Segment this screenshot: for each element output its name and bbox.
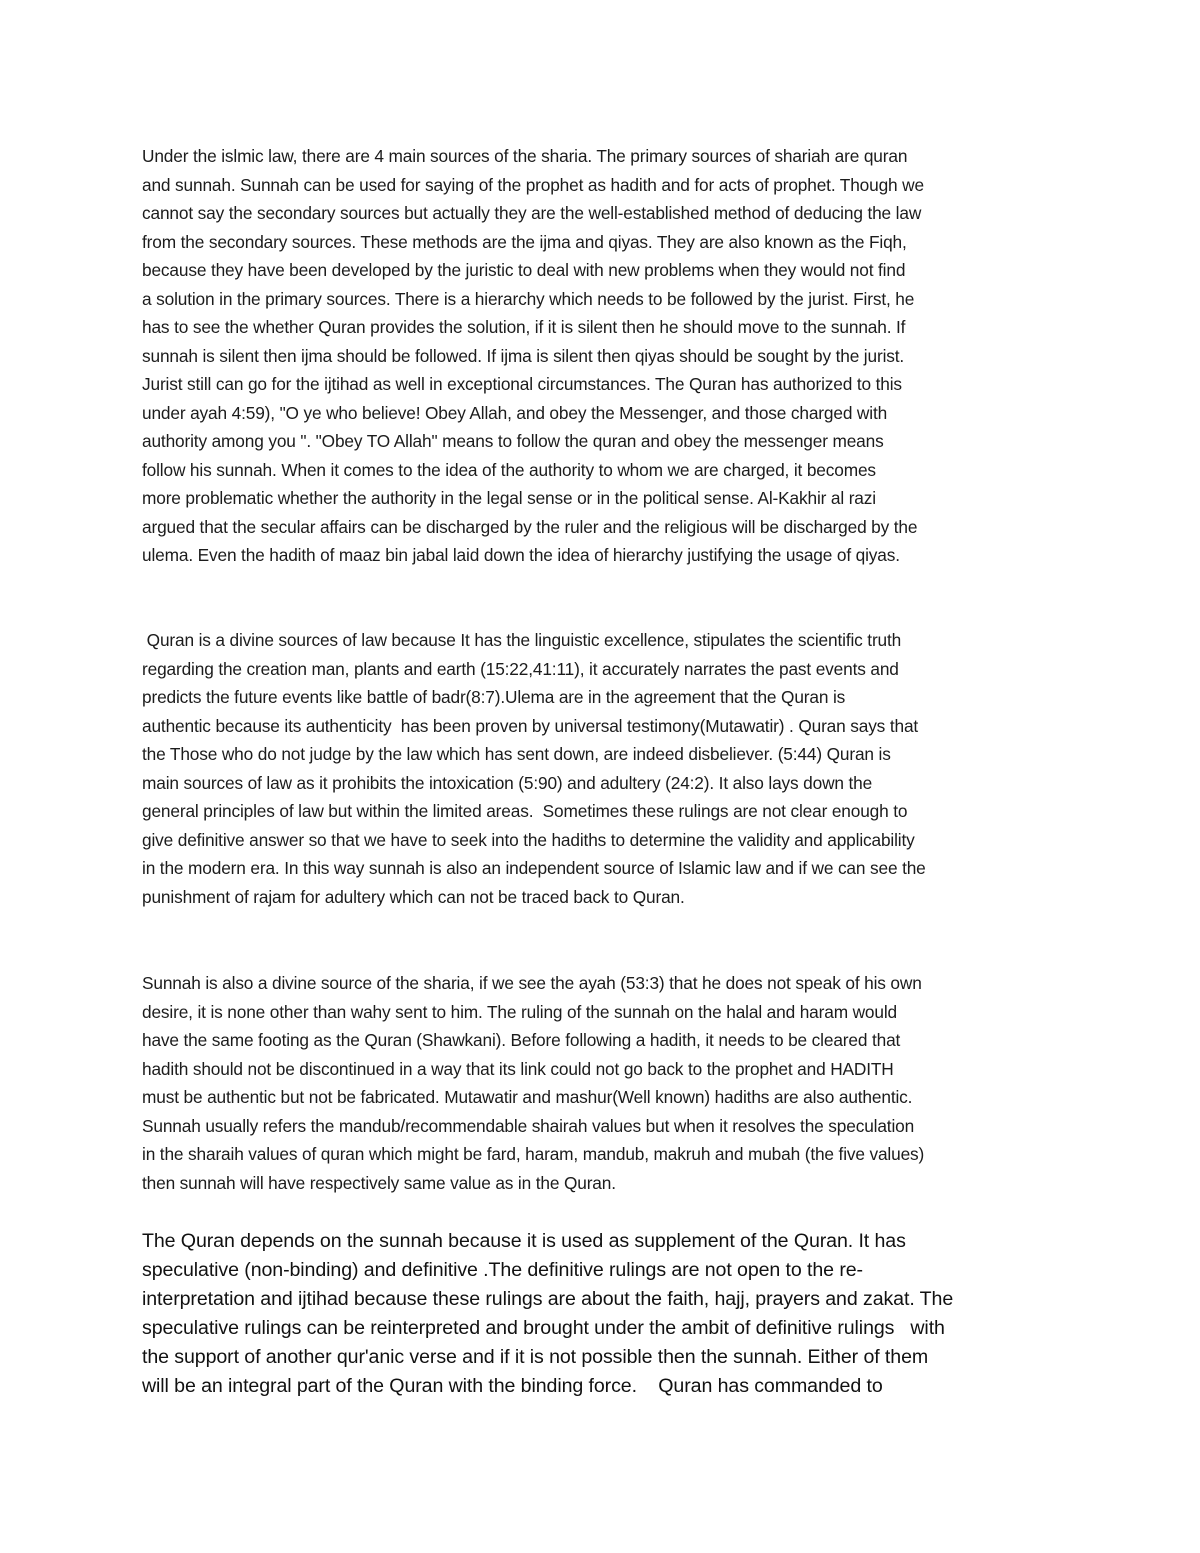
text-line: more problematic whether the authority in the legal sense or in the political sense. Al-Kakhir al razi [142, 488, 876, 508]
text-line: regarding the creation man, plants and earth (15:22,41:11), it accurately narrates the past events and [142, 658, 899, 679]
text-line: Sunnah usually refers the mandub/recommendable shairah values but when it resolves the speculation [142, 1115, 915, 1136]
text-line: authority among you ". "Obey TO Allah" means to follow the quran and obey the messenger means [142, 431, 884, 451]
paragraph-sources-of-sharia [142, 142, 1062, 570]
text-line: Jurist still can go for the ijtihad as well in exceptional circumstances. The Quran has authorized to this [142, 374, 902, 394]
text-line: argued that the secular affairs can be discharged by the ruler and the religious will be discharged by the [142, 516, 918, 537]
paragraph-quran-divine-source [142, 626, 1062, 911]
text-line: have the same footing as the Quran (Shawkani). Before following a hadith, it needs to be cleared that [142, 1030, 901, 1050]
text-line: speculative (non-binding) and definitive .The definitive rulings are not open to the re- [142, 1259, 863, 1281]
paragraph-quran-depends-on-sunnah [142, 1227, 1062, 1401]
paragraph-sunnah-divine-source [142, 969, 1062, 1197]
text-line: predicts the future events like battle of badr(8:7).Ulema are in the agreement that the Quran is [142, 687, 846, 707]
text-line: because they have been developed by the juristic to deal with new problems when they would not find [142, 260, 906, 280]
text-line: has to see the whether Quran provides the solution, if it is silent then he should move to the sunnah. If [142, 317, 906, 337]
text-line: hadith should not be discontinued in a way that its link could not go back to the prophet and HADITH [142, 1058, 894, 1079]
text-line: under ayah 4:59), "O ye who believe! Obey Allah, and obey the Messenger, and those charged with [142, 402, 888, 423]
text-line: a solution in the primary sources. There is a hierarchy which needs to be followed by the jurist. First, he [142, 288, 915, 309]
text-line: will be an integral part of the Quran with the binding force. Quran has commanded to [142, 1375, 883, 1397]
text-line: ulema. Even the hadith of maaz bin jabal laid down the idea of hierarchy justifying the usage of qiyas. [142, 545, 900, 565]
text-line: the Those who do not judge by the law which has sent down, are indeed disbeliever. (5:44) Quran is [142, 744, 891, 764]
text-line: in the modern era. In this way sunnah is also an independent source of Islamic law and if we can see the [142, 858, 926, 878]
text-line: general principles of law but within the limited areas. Sometimes these rulings are not clear enough to [142, 801, 908, 821]
text-line: and sunnah. Sunnah can be used for saying of the prophet as hadith and for acts of prophet. Though we [142, 174, 924, 195]
text-line: the support of another qur'anic verse and if it is not possible then the sunnah. Either of them [142, 1346, 929, 1368]
text-line: sunnah is silent then ijma should be followed. If ijma is silent then qiyas should be sought by the jurist. [142, 345, 905, 366]
text-line: must be authentic but not be fabricated. Mutawatir and mashur(Well known) hadiths are also authentic. [142, 1087, 913, 1107]
text-line: Quran is a divine sources of law because It has the linguistic excellence, stipulates the scientific truth [142, 630, 902, 650]
text-line: desire, it is none other than wahy sent to him. The ruling of the sunnah on the halal and haram would [142, 1001, 897, 1022]
text-line: then sunnah will have respectively same value as in the Quran. [142, 1172, 616, 1193]
text-line: Under the islmic law, there are 4 main sources of the sharia. The primary sources of shariah are quran [142, 146, 908, 166]
text-line: follow his sunnah. When it comes to the idea of the authority to whom we are charged, it becomes [142, 459, 876, 480]
text-line: authentic because its authenticity has been proven by universal testimony(Mutawatir) . Quran says that [142, 715, 919, 736]
text-line: cannot say the secondary sources but actually they are the well-established method of deducing the law [142, 203, 922, 223]
text-line: give definitive answer so that we have to seek into the hadiths to determine the validity and applicability [142, 829, 915, 850]
text-line: from the secondary sources. These methods are the ijma and qiyas. They are also known as the Fiqh, [142, 231, 907, 252]
text-line: speculative rulings can be reinterpreted and brought under the ambit of definitive rulings with [142, 1317, 945, 1339]
text-line: punishment of rajam for adultery which can not be traced back to Quran. [142, 886, 685, 907]
text-line: Sunnah is also a divine source of the sharia, if we see the ayah (53:3) that he does not speak of his own [142, 973, 922, 993]
text-line: The Quran depends on the sunnah because it is used as supplement of the Quran. It has [142, 1230, 906, 1252]
text-line: main sources of law as it prohibits the intoxication (5:90) and adultery (24:2). It also lays down the [142, 772, 873, 793]
text-line: in the sharaih values of quran which might be fard, haram, mandub, makruh and mubah (the five values) [142, 1144, 925, 1164]
text-line: interpretation and ijtihad because these rulings are about the faith, hajj, prayers and zakat. The [142, 1288, 954, 1310]
